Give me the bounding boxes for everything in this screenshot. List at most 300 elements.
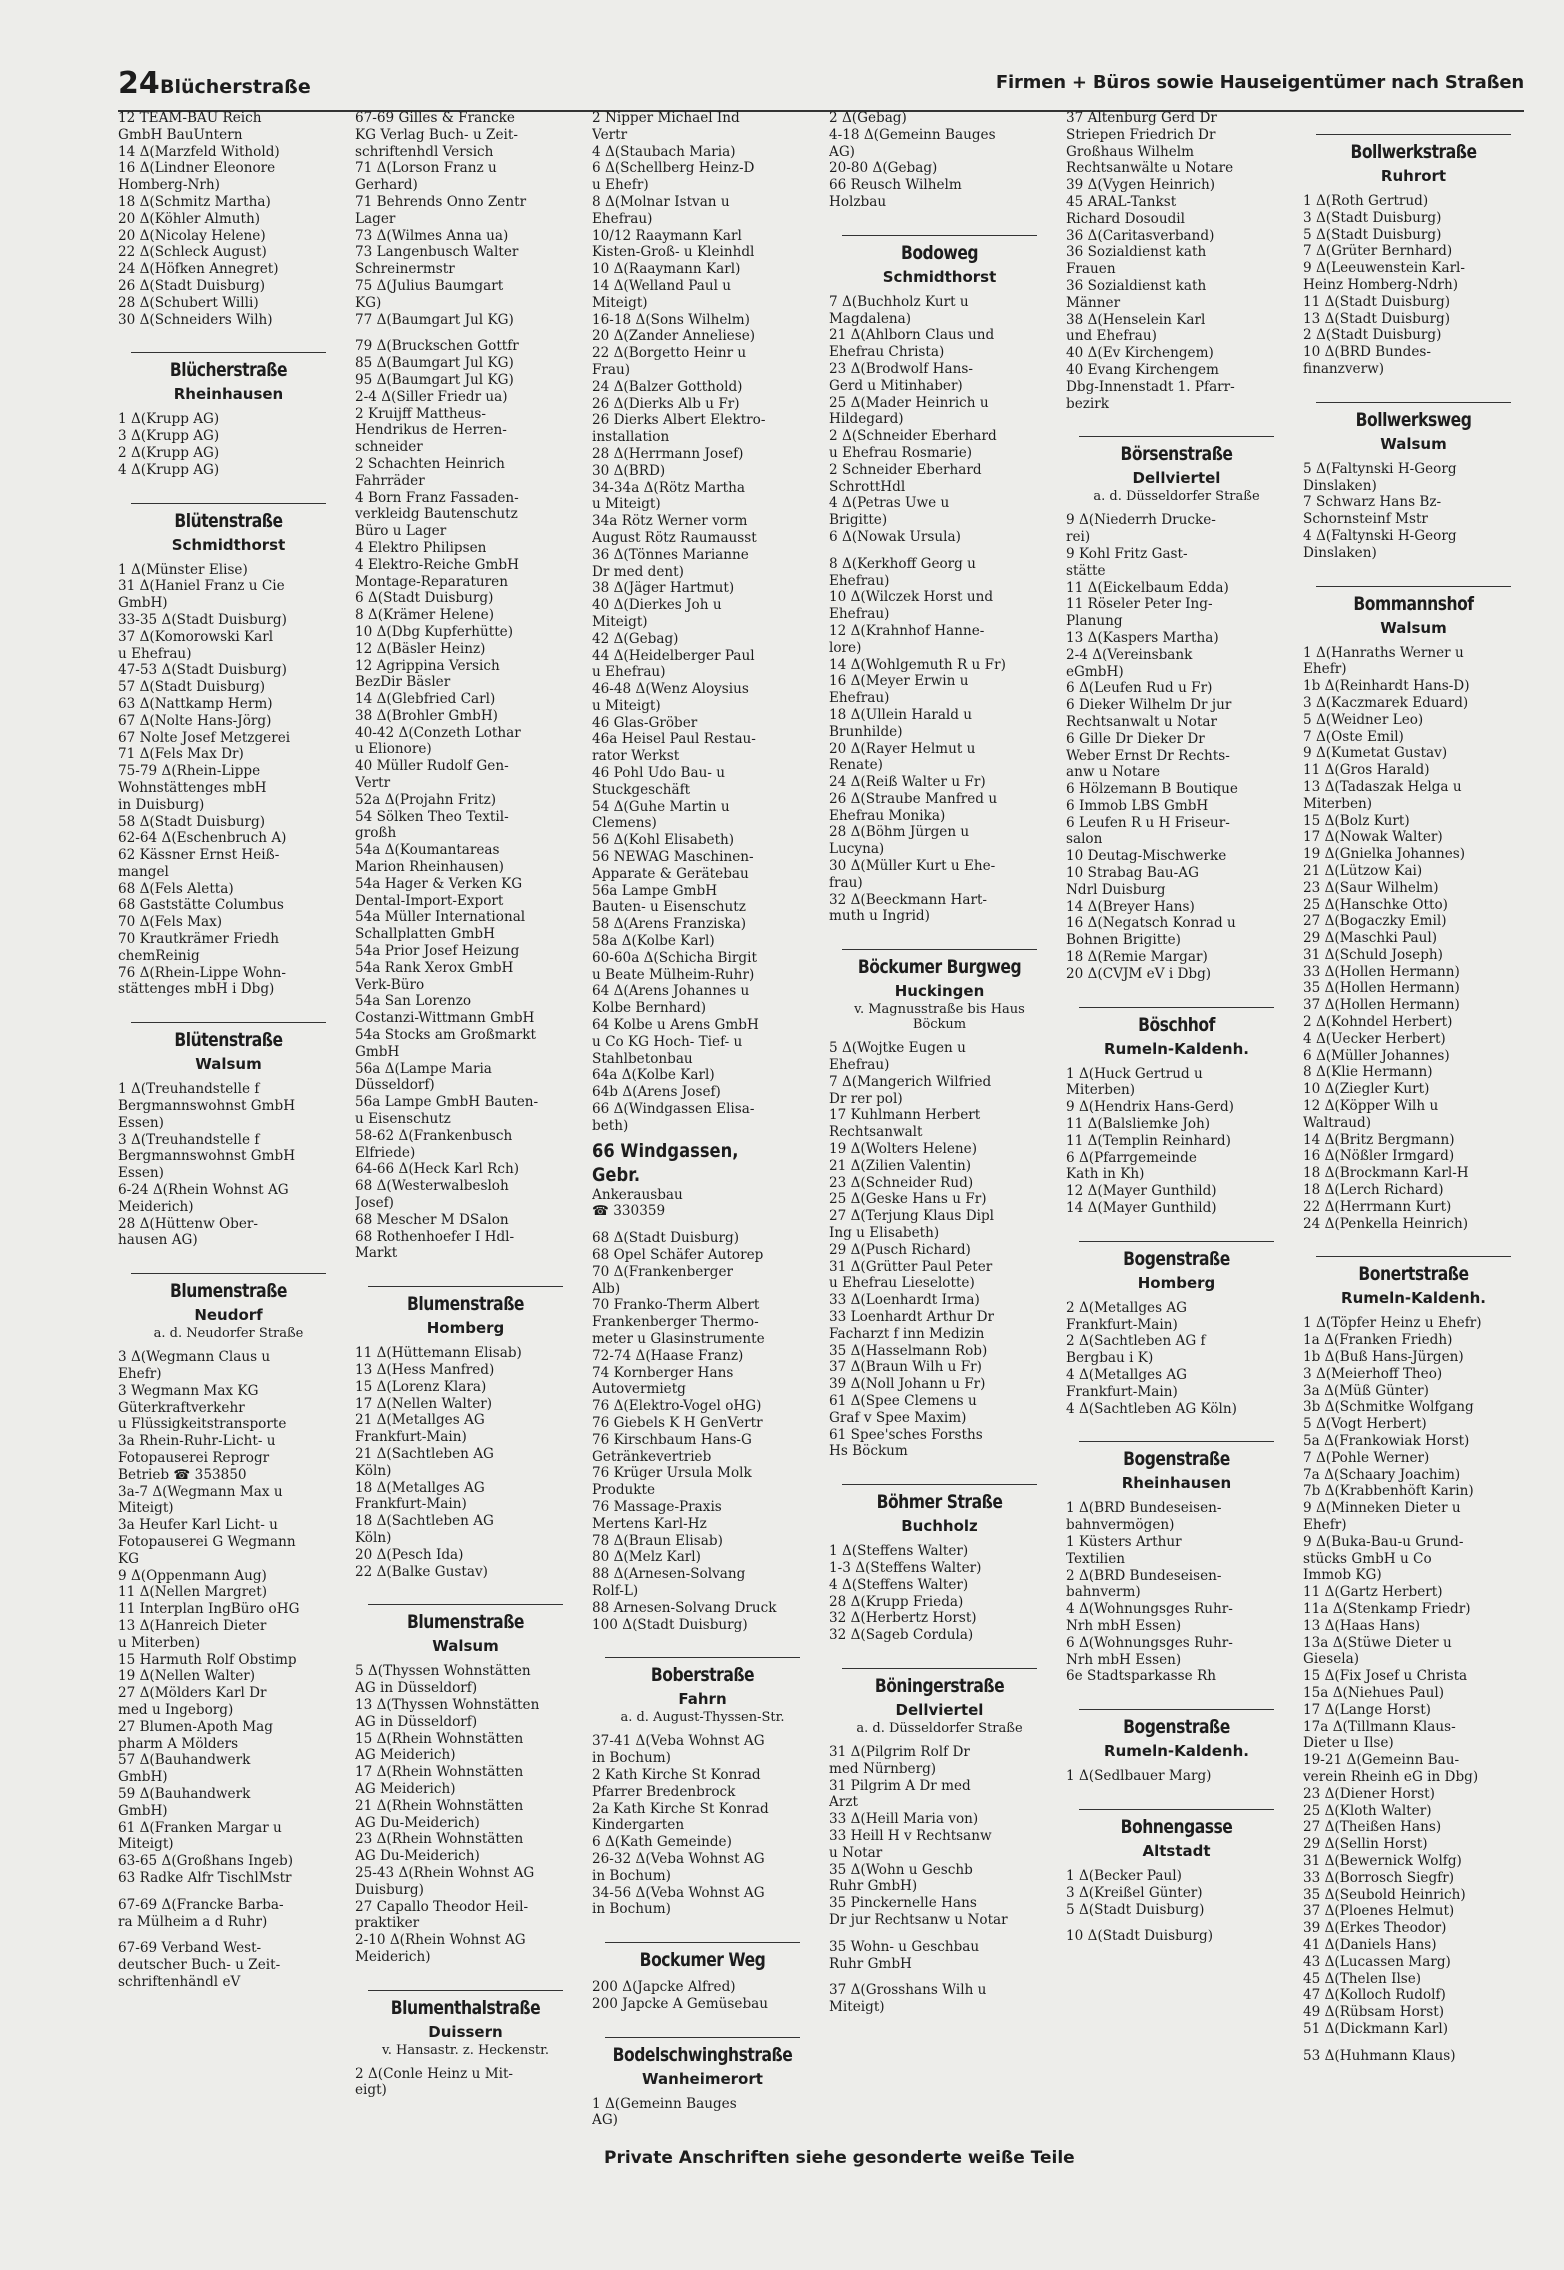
listing-line: 47 Δ(Kolloch Rudolf) [1303, 1987, 1446, 2004]
listing-line: 9 Kohl Fritz Gast- [1066, 545, 1188, 562]
listing-line: Elfriede) [355, 1144, 416, 1161]
listing-line: stättenges mbH i Dbg) [118, 981, 275, 998]
listing-line: Magdalena) [829, 310, 912, 327]
listing-line: Ehefr) [118, 1366, 162, 1383]
listing-line: Montage-Reparaturen [355, 573, 508, 590]
listing-line: 68 Mescher M DSalon [355, 1211, 509, 1228]
listing-line: 12 Agrippina Versich [355, 657, 500, 674]
listing-line: 62-64 Δ(Eschenbruch A) [118, 830, 287, 847]
district-name: Neudorf [194, 1306, 263, 1325]
listing-line: Dinslaken) [1303, 477, 1377, 494]
listing-line: 14 Δ(Glebfried Carl) [355, 691, 496, 708]
listing-line: Ehefr) [1303, 661, 1347, 678]
listing-line: 31 Δ(Bewernick Wolfg) [1303, 1852, 1462, 1869]
listing-line: Hildegard) [829, 411, 904, 428]
listing-line: AG) [592, 2112, 618, 2129]
listing-line: 20 Δ(Rayer Helmut u [829, 740, 976, 757]
listing-line: 37 Δ(Braun Wilh u Fr) [829, 1359, 982, 1376]
listing-line: AG in Düsseldorf) [355, 1680, 478, 1697]
district-name: Dellviertel [895, 1700, 984, 1719]
listing-line: 37 Δ(Komorowski Karl [118, 628, 274, 645]
listing-line: 10 Δ(Raaymann Karl) [592, 261, 741, 278]
listing-line [829, 546, 1050, 556]
listing-line: med Nürnberg) [829, 1760, 937, 1777]
listing-line [118, 1887, 339, 1897]
listing-line: 18 Δ(Metallges AG [355, 1479, 485, 1496]
listing-line: 13a Δ(Stüwe Dieter u [1303, 1634, 1452, 1651]
street-continuation [1066, 110, 1287, 412]
listing-line: 18 Δ(Lerch Richard) [1303, 1182, 1444, 1199]
listing-line: in Duisburg) [118, 796, 205, 813]
listing-line: 13 Δ(Hess Manfred) [355, 1361, 495, 1378]
listing-line: 54 Sölken Theo Textil- [355, 808, 509, 825]
listing-line: in Bochum) [592, 1901, 671, 1918]
listing-line: Planung [1066, 613, 1123, 630]
district-name: Ruhrort [1380, 167, 1447, 185]
listing-line: 2-4 Δ(Vereinsbank [1066, 646, 1193, 663]
listing-line: 5 Δ(Thyssen Wohnstätten [355, 1663, 531, 1680]
listing-line: 40 Evang Kirchengem [1066, 361, 1219, 378]
listing-line [355, 328, 576, 338]
listing-line: Autovermietg [592, 1381, 686, 1398]
listing-line: 6 Δ(Kath Gemeinde) [592, 1834, 732, 1851]
street-title: Böschhof [1138, 1013, 1215, 1036]
listing-line: 21 Δ(Rhein Wohnstätten [355, 1797, 524, 1814]
listing-line: 7 Δ(Oste Emil) [1303, 728, 1404, 745]
listing-line: 9 Δ(Leeuwenstein Karl- [1303, 260, 1466, 277]
listing-line: 59 Δ(Bauhandwerk [118, 1785, 251, 1802]
listing-line: Mertens Karl-Hz [592, 1515, 707, 1532]
listing-line: 33 Δ(Loenhardt Irma) [829, 1292, 980, 1309]
listing-line: 63 Δ(Nattkamp Herm) [118, 695, 273, 712]
listing-line: Miteigt) [592, 294, 648, 311]
listing-line: Graf v Spee Maxim) [829, 1409, 967, 1426]
listing-line: KG Verlag Buch- u Zeit- [355, 126, 518, 143]
listing-line: 2 Kath Kirche St Konrad [592, 1766, 761, 1783]
listing-line: 3 Δ(Stadt Duisburg) [1303, 209, 1442, 226]
listing-line: 11 Röseler Peter Ing- [1066, 596, 1213, 613]
listing-line: 2 Δ(Sachtleben AG f [1066, 1333, 1206, 1350]
listing-line: Rechtsanwalt u Notar [1066, 713, 1218, 730]
street-title: Böhmer Straße [876, 1491, 1003, 1514]
street-section [118, 1273, 339, 1990]
listing-line: 9 Δ(Minneken Dieter u [1303, 1500, 1461, 1517]
listing-line: 17 Δ(Lange Horst) [1303, 1701, 1431, 1718]
listing-line: Bohnen Brigitte) [1066, 932, 1181, 949]
listing-line: Frau) [592, 361, 631, 378]
section-rule [368, 1604, 562, 1605]
listing-line: 8 Δ(Kerkhoff Georg u [829, 555, 976, 572]
listing-line: 26 Dierks Albert Elektro- [592, 412, 766, 429]
section-rule [1316, 1256, 1510, 1257]
listing-line: 4 Δ(Faltynski H-Georg [1303, 527, 1457, 544]
listing-line: 23 Δ(Rhein Wohnstätten [355, 1831, 524, 1848]
directory-column [355, 110, 576, 2150]
listing-line: 6 Δ(Pfarrgemeinde [1066, 1149, 1197, 1166]
listing-line: Ankerausbau [592, 1186, 683, 1203]
listing-line: 1 Küsters Arthur [1066, 1534, 1182, 1550]
listing-line: 75 Δ(Julius Baumgart [355, 277, 504, 294]
listing-line: 11 Δ(Gros Harald) [1303, 762, 1430, 779]
listing-line: u Ehefrau) [118, 645, 192, 662]
listing-line: 1 Δ(Sedlbauer Marg) [1066, 1768, 1212, 1785]
listing-line: 33 Loenhardt Arthur Dr [829, 1309, 994, 1326]
listing-line: ra Mülheim a d Ruhr) [118, 1913, 268, 1930]
listing-line: 36 Sozialdienst kath [1066, 277, 1207, 294]
listing-line: 2 Schachten Heinrich [355, 455, 505, 472]
listing-line: u Eisenschutz [355, 1111, 451, 1128]
listing-line: 85 Δ(Baumgart Jul KG) [355, 355, 514, 372]
listing-line: 11 Δ(Balsliemke Joh) [1066, 1116, 1211, 1133]
listing-line: 29 Δ(Sellin Horst) [1303, 1836, 1428, 1853]
district-name: Dellviertel [1132, 469, 1221, 488]
listing-line: 18 Δ(Brockmann Karl-H [1303, 1165, 1469, 1182]
listing-line: u Flüssigkeitstransporte [118, 1416, 287, 1433]
listing-line: Frankfurt-Main) [355, 1429, 467, 1446]
listing-line: 3 Wegmann Max KG [118, 1382, 259, 1399]
listing-line: Hs Böckum [829, 1443, 908, 1460]
street-title: Boberstraße [650, 1664, 755, 1687]
listing-line: 5 Δ(Stadt Duisburg) [1066, 1901, 1205, 1918]
listing-line: 6 Leufen R u H Friseur- [1066, 814, 1230, 831]
listing-line: 33 Δ(Borrosch Siegfr) [1303, 1869, 1454, 1886]
listing-line: 54a Prior Josef Heizung [355, 943, 520, 960]
listing-line: 27 Capallo Theodor Heil- [355, 1898, 529, 1915]
listing-line: 64 Δ(Arens Johannes u [592, 983, 750, 1000]
listing-line: 26 Δ(Stadt Duisburg) [118, 277, 266, 294]
street-section [1066, 1709, 1287, 1785]
listing-line: 67 Δ(Nolte Hans-Jörg) [118, 712, 272, 729]
listing-line: 68 Gaststätte Columbus [118, 897, 284, 914]
listing-line: Waltraud) [1303, 1114, 1372, 1131]
listing-line: 15 Δ(Fix Josef u Christa [1303, 1668, 1468, 1685]
listing-line: Meiderich) [355, 1948, 431, 1965]
listing-line: 1 Δ(Huck Gertrud u [1066, 1065, 1203, 1082]
listing-line: 7 Δ(Buchholz Kurt u [829, 293, 969, 310]
street-title: Bogenstraße [1123, 1716, 1230, 1739]
listing-line: Bergbau i K) [1066, 1350, 1154, 1367]
listing-line: u Miteigt) [592, 496, 661, 513]
listing-line: 46 Glas-Gröber [592, 714, 698, 731]
street-location-note: a. d. Düsseldorfer Straße [856, 1720, 1023, 1736]
listing-line: 4 Δ(Wohnungsges Ruhr- [1066, 1601, 1233, 1618]
listing-line: Ehefrau) [829, 690, 890, 707]
listing-line: 14 Δ(Welland Paul u [592, 277, 732, 294]
listing-line: verkleidg Bautenschutz [355, 506, 518, 523]
listing-line: 23 Δ(Diener Horst) [1303, 1785, 1435, 1802]
street-section [355, 1990, 576, 2100]
listing-line: 76 Massage-Praxis [592, 1498, 722, 1515]
street-location-note: v. Hansastr. z. Heckenstr. [381, 2042, 550, 2058]
page-footer-note: Private Anschriften siehe gesonderte weiße Teile [604, 2148, 1075, 2168]
listing-line: Renate) [829, 757, 883, 774]
listing-line: 46-48 Δ(Wenz Aloysius [592, 681, 749, 698]
listing-line: 38 Δ(Brohler GmbH) [355, 707, 498, 724]
listing-line: 14 Δ(Britz Bergmann) [1303, 1131, 1455, 1148]
listing-line: 30 Δ(Müller Kurt u Ehe- [829, 858, 996, 875]
district-name: Walsum [432, 1637, 499, 1656]
district-name: Rheinhausen [173, 385, 284, 404]
listing-line: 38 Δ(Jäger Hartmut) [592, 580, 735, 597]
listing-line: 1 Δ(Gemeinn Bauges [592, 2095, 737, 2112]
listing-line: 100 Δ(Stadt Duisburg) [592, 1616, 748, 1633]
listing-line: bezirk [1066, 395, 1109, 412]
listing-line: 49 Δ(Rübsam Horst) [1303, 2004, 1445, 2021]
listing-line: 5 Δ(Weidner Leo) [1303, 711, 1424, 728]
listing-line: 37-41 Δ(Veba Wohnst AG [592, 1733, 765, 1750]
listing-line: Apparate & Gerätebau [592, 865, 749, 882]
listing-line: 6 Δ(Nowak Ursula) [829, 528, 961, 545]
listing-line: AG in Düsseldorf) [355, 1713, 478, 1730]
listing-line: 6 Δ(Schellberg Heinz-D [592, 160, 755, 177]
listing-line: 3 Δ(Kreißel Günter) [1066, 1884, 1203, 1901]
district-name: Walsum [1380, 618, 1447, 637]
section-rule [1079, 1441, 1273, 1442]
listing-line: 2 Δ(Gebag) [829, 110, 907, 126]
listing-line: Ruhr GmbH) [829, 1878, 918, 1895]
street-title: Blütenstraße [174, 509, 283, 532]
header-section-title: Firmen + Büros sowie Hauseigentümer nach Straßen [995, 72, 1524, 93]
listing-line: 2 Δ(Schneider Eberhard [829, 428, 997, 445]
section-rule [368, 1990, 562, 1991]
section-rule [1316, 586, 1510, 587]
listing-line: 29 Δ(Pusch Richard) [829, 1241, 971, 1258]
listing-line: 4-18 Δ(Gemeinn Bauges [829, 126, 996, 143]
listing-line: 2 Schneider Eberhard [829, 461, 982, 478]
listing-line: 33-35 Δ(Stadt Duisburg) [118, 611, 287, 628]
listing-line: 18 Δ(Sachtleben AG [355, 1513, 494, 1530]
listing-line: praktiker [355, 1915, 420, 1932]
listing-line: 13 Δ(Haas Hans) [1303, 1617, 1421, 1634]
listing-line: Großhaus Wilhelm [1066, 143, 1194, 160]
listing-line: 20 Δ(Zander Anneliese) [592, 328, 756, 345]
section-rule [131, 352, 325, 353]
listing-line: großh [355, 825, 397, 842]
street-title: Börsenstraße [1120, 443, 1233, 466]
listing-line: 56a Lampe GmbH Bauten- [355, 1094, 539, 1111]
listing-line: 14 Δ(Marzfeld Withold) [118, 143, 280, 160]
listing-line: 78 Δ(Braun Elisab) [592, 1532, 723, 1549]
district-name: Homberg [426, 1319, 505, 1338]
listing-line: 80 Δ(Melz Karl) [592, 1549, 701, 1566]
listing-line: und Ehefrau) [1066, 328, 1157, 345]
listing-line: rei) [1066, 529, 1091, 546]
listing-line: 20 Δ(Köhler Almuth) [118, 210, 261, 227]
listing-line: 1 Δ(Roth Gertrud) [1303, 193, 1429, 209]
listing-line: Clemens) [592, 815, 657, 832]
listing-line: 56 NEWAG Maschinen- [592, 849, 754, 866]
section-rule [1316, 134, 1510, 135]
district-name: Huckingen [894, 982, 985, 1001]
listing-line: u Ehefrau Lieselotte) [829, 1275, 975, 1292]
street-section [829, 1668, 1050, 2016]
listing-line: Weber Ernst Dr Rechts- [1066, 747, 1230, 764]
listing-line: 4 Δ(Krupp AG) [118, 461, 220, 478]
listing-line: 63 Radke Alfr TischlMstr [118, 1869, 292, 1886]
listing-line: 13 Δ(Thyssen Wohnstätten [355, 1696, 540, 1713]
listing-line: Dr med dent) [592, 563, 684, 580]
listing-line: 2-4 Δ(Siller Friedr ua) [355, 388, 508, 405]
listing-line: bahnverm) [1066, 1584, 1141, 1601]
listing-line: 6 Immob LBS GmbH [1066, 797, 1209, 814]
listing-line: 46a Heisel Paul Restau- [592, 731, 756, 748]
listing-line: Dbg-Innenstadt 1. Pfarr- [1066, 378, 1235, 395]
listing-line: Lager [355, 210, 396, 227]
listing-line: 35 Δ(Hollen Hermann) [1303, 980, 1460, 997]
street-section [1303, 134, 1524, 378]
listing-line: 1b Δ(Reinhardt Hans-D) [1303, 678, 1470, 695]
listing-line: Ruhr GmbH [829, 1955, 912, 1972]
street-section [592, 1657, 813, 1918]
listing-line: 32 Δ(Sageb Cordula) [829, 1627, 974, 1644]
listing-line: 10 Δ(Ziegler Kurt) [1303, 1081, 1430, 1098]
listing-line: 36 Δ(Caritasverband) [1066, 227, 1215, 244]
listing-line [592, 1220, 813, 1230]
street-title: Bogenstraße [1123, 1448, 1230, 1471]
listing-line: 36 Sozialdienst kath [1066, 244, 1207, 261]
listing-line: 12 Δ(Krahnhof Hanne- [829, 622, 985, 639]
section-rule [1079, 1007, 1273, 1008]
listing-line: Rolf-L) [592, 1582, 639, 1599]
listing-line: 5 Δ(Vogt Herbert) [1303, 1416, 1427, 1433]
listing-line: 4 Elektro-Reiche GmbH [355, 556, 519, 573]
listing-line: Rechtsanwalt [829, 1124, 923, 1141]
listing-line: 16 Δ(Negatsch Konrad u [1066, 915, 1236, 932]
listing-line: 3 Δ(Treuhandstelle f [118, 1131, 260, 1148]
district-name: Walsum [195, 1055, 262, 1074]
listing-line: 11 Δ(Nellen Margret) [118, 1584, 268, 1601]
listing-line: 2-10 Δ(Rhein Wohnst AG [355, 1932, 526, 1949]
listing-line: Bergmannswohnst GmbH [118, 1098, 296, 1115]
listing-line: 13 Δ(Stadt Duisburg) [1303, 310, 1451, 327]
listing-line: 3 Δ(Wegmann Claus u [118, 1349, 271, 1366]
listing-line: 76 Δ(Rhein-Lippe Wohn- [118, 964, 286, 981]
listing-line: 17 Δ(Nowak Walter) [1303, 829, 1443, 846]
listing-line: 20 Δ(Pesch Ida) [355, 1546, 464, 1563]
listing-line [829, 1929, 1050, 1939]
street-title: Blücherstraße [169, 359, 288, 382]
street-title: Blumenthalstraße [390, 1996, 541, 2019]
listing-line: Richard Dosoudil [1066, 210, 1185, 227]
listing-line: 21 Δ(Zilien Valentin) [829, 1157, 972, 1174]
listing-line: 3 Δ(Kaczmarek Eduard) [1303, 694, 1469, 711]
listing-line: 68 Δ(Westerwalbesloh [355, 1178, 509, 1195]
street-section [829, 235, 1050, 925]
listing-line: 19-21 Δ(Gemeinn Bau- [1303, 1752, 1460, 1769]
listing-line: Stahlbetonbau [592, 1050, 693, 1067]
listing-line: 38 Δ(Henselein Karl [1066, 311, 1206, 328]
listing-line: ☎ 330359 [592, 1203, 666, 1220]
listing-line: 14 Δ(Mayer Gunthild) [1066, 1200, 1217, 1217]
listing-line: 18 Δ(Ullein Harald u [829, 706, 973, 723]
listing-line: 64b Δ(Arens Josef) [592, 1084, 721, 1101]
listing-line: 70 Δ(Fels Max) [118, 914, 223, 931]
listing-line: 6 Δ(Müller Johannes) [1303, 1047, 1450, 1064]
section-rule [605, 1942, 799, 1943]
listing-line: Ehefrau) [829, 572, 890, 589]
street-section [118, 503, 339, 999]
listing-line: 7 Δ(Pohle Werner) [1303, 1449, 1430, 1466]
listing-line [118, 1930, 339, 1940]
listing-line: 11 Δ(Eickelbaum Edda) [1066, 579, 1229, 596]
listing-line: in Bochum) [592, 1867, 671, 1884]
listing-line: 2 Δ(Metallges AG [1066, 1299, 1188, 1316]
section-rule [131, 503, 325, 504]
listing-line: 26 Δ(Dierks Alb u Fr) [592, 395, 740, 412]
street-section [1066, 436, 1287, 982]
listing-line: Dr rer pol) [829, 1090, 903, 1107]
listing-line: 43 Δ(Lucassen Marg) [1303, 1953, 1451, 1970]
listing-line: Vertr [355, 775, 391, 792]
listing-line: 33 Heill H v Rechtsanw [829, 1827, 992, 1844]
directory-column [592, 110, 813, 2150]
listing-line: finanzverw) [1303, 360, 1385, 377]
street-title: Bollwerkstraße [1350, 141, 1477, 163]
listing-line: 22 Δ(Balke Gustav) [355, 1563, 488, 1580]
listing-line: Nrh mbH Essen) [1066, 1651, 1182, 1668]
listing-line: 13 Δ(Tadaszak Helga u [1303, 778, 1462, 795]
listing-line: 68 Δ(Stadt Duisburg) [592, 1230, 740, 1247]
listing-line: 88 Δ(Arnesen-Solvang [592, 1566, 746, 1583]
listing-line: Striepen Friedrich Dr [1066, 126, 1216, 143]
street-section [1066, 1007, 1287, 1217]
listing-line: 39 Δ(Noll Johann u Fr) [829, 1376, 986, 1393]
section-rule [1079, 1241, 1273, 1242]
listing-line: schriftenhdl Versich [355, 143, 494, 160]
listing-line: Josef) [355, 1195, 394, 1211]
listing-line: u Ehefr) [592, 177, 649, 194]
listing-line: 12 Δ(Bäsler Heinz) [355, 640, 486, 657]
listing-line: 2 Kruijff Mattheus- [355, 405, 486, 422]
listing-line: 7 Δ(Mangerich Wilfried [829, 1073, 992, 1090]
listing-line: 9 Δ(Niederrh Drucke- [1066, 512, 1216, 529]
listing-line: 200 Δ(Japcke Alfred) [592, 1979, 736, 1996]
listing-line: 17 Δ(Rhein Wohnstätten [355, 1764, 524, 1781]
listing-line: 10 Deutag-Mischwerke [1066, 848, 1227, 865]
listing-line: 56 Δ(Kohl Elisabeth) [592, 832, 735, 849]
street-section [1066, 1441, 1287, 1685]
listing-line: 3a Heufer Karl Licht- u [118, 1517, 278, 1534]
listing-line: 40 Müller Rudolf Gen- [355, 758, 509, 775]
street-title: Bommannshof [1353, 592, 1474, 615]
listing-line: Dinslaken) [1303, 544, 1377, 561]
listing-line: 18 Δ(Remie Margar) [1066, 949, 1208, 966]
listing-line: Costanzi-Wittmann GmbH [355, 1010, 535, 1027]
listing-line: 3a-7 Δ(Wegmann Max u [118, 1483, 283, 1500]
listing-line: 60-60a Δ(Schicha Birgit [592, 949, 757, 966]
listing-line: 24 Δ(Penkella Heinrich) [1303, 1215, 1468, 1232]
listing-line: 22 Δ(Herrmann Kurt) [1303, 1198, 1452, 1215]
listing-line: Facharzt f inn Medizin [829, 1325, 985, 1342]
listing-line: 15 Δ(Rhein Wohnstätten [355, 1730, 524, 1747]
listing-line: 6e Stadtsparkasse Rh [1066, 1668, 1216, 1685]
section-rule [842, 1484, 1036, 1485]
listing-line: KG) [355, 294, 382, 311]
listing-line: 54a Rank Xerox GmbH [355, 959, 514, 976]
listing-line: 4 Δ(Steffens Walter) [829, 1576, 969, 1593]
listing-line: 77 Δ(Baumgart Jul KG) [355, 311, 514, 328]
listing-line: 16-18 Δ(Sons Wilhelm) [592, 311, 750, 328]
listing-line: Gerhard) [355, 177, 418, 194]
listing-line: 25 Δ(Kloth Walter) [1303, 1802, 1432, 1819]
listing-line: 76 Giebels K H GenVertr [592, 1414, 763, 1431]
listing-line: Miteigt) [118, 1836, 174, 1853]
listing-line: med u Ingeborg) [118, 1701, 234, 1718]
listing-line: 3a Rhein-Ruhr-Licht- u [118, 1433, 276, 1450]
listing-line: 9 Δ(Oppenmann Aug) [118, 1567, 267, 1584]
listing-line: Miterben) [1303, 795, 1373, 812]
listing-line: 6 Δ(Stadt Duisburg) [355, 590, 494, 607]
